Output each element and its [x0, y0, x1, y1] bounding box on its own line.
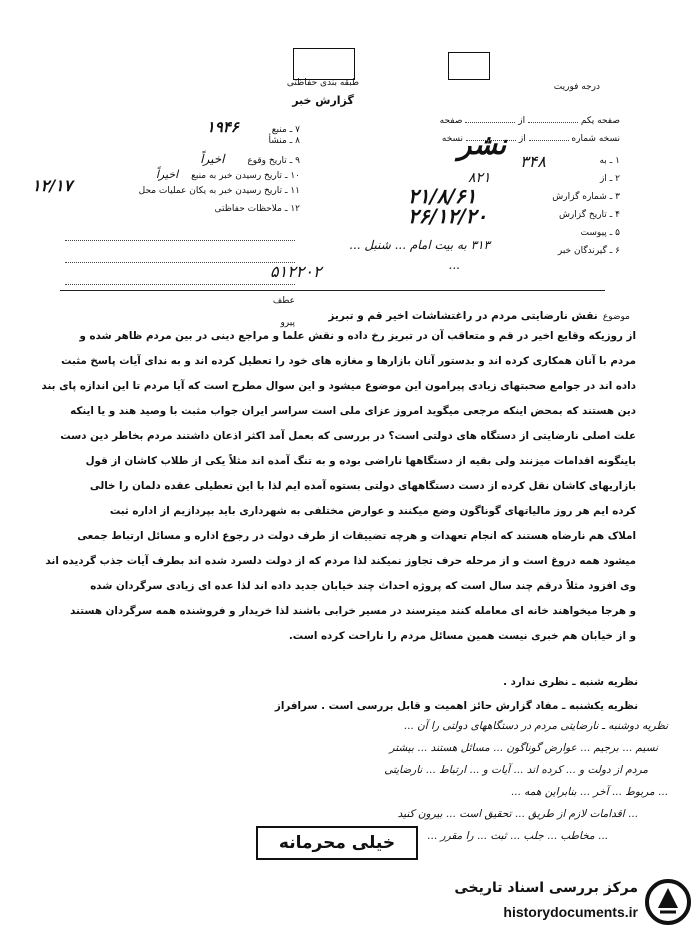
dotted-line — [65, 284, 295, 285]
classification-label: طبقه بندی حفاظتی — [286, 78, 360, 88]
urgency-label: درجه فوریت — [553, 82, 600, 92]
handwritten-ref: ۵۱۲۲۰۲ — [270, 262, 322, 281]
handwritten-date1: ۲۱/۸/۶۱ — [408, 184, 477, 208]
field-report-date: ۴ ـ تاریخ گزارش — [558, 210, 620, 220]
handwritten-number: ۳۴۸ — [520, 152, 546, 171]
archive-logo-icon — [644, 878, 692, 926]
subject-text: نقش نارضایتی مردم در راغتشاشات اخیر قم و تبریز — [328, 310, 598, 322]
header-divider — [60, 290, 605, 291]
field-copy: نسخه شماره از نسخه — [441, 134, 620, 144]
field-attachment: ۵ ـ پیوست — [580, 228, 620, 238]
handwritten-line: نظریه دوشنبه ـ نارضایتی مردم در دستگاههای دولتی را آن ... — [403, 720, 668, 732]
body-line: املاک هم نارضاه هستند که انجام تعهدات و هرچه تضییقات از طرف دولت در رجوع اداره و مسائل ارتباط جمعی — [77, 530, 636, 542]
field-from: ۲ ـ از — [599, 174, 620, 184]
subject-line — [300, 304, 630, 323]
subject-label: موضوع — [602, 312, 630, 322]
body-line: و هرجا میخواهند خانه ای معامله کنند میترسند در مسیر خرابی باشند لذا خریدار و فروشنده همه سرگردان هستند — [70, 605, 636, 617]
body-line: باینگونه اقدامات میزنند ولی بقیه از دستگاهها ناراضی بوده و به تنگ آمده اند مثلاً یکی از طلاب کاشان از قول — [85, 455, 636, 467]
footer-watermark — [408, 872, 700, 934]
handwritten-note: ... — [448, 258, 460, 272]
body-line: و از خیابان هم خبری نیست همین مسائل مردم را ناراحت کرده است. — [288, 630, 636, 642]
handwritten-number2: ۸۲۱ — [468, 170, 491, 186]
body-line: بازاریهای کاشان نقل کرده از دست دستگاههای دولتی بستوه آمده ایم لذا با این تعطیلی عقده دلمان را خالی — [89, 480, 636, 492]
field-received-unit-value: ۱۲/۱۷ — [32, 176, 73, 195]
atf-sub-label: پیرو — [280, 318, 295, 328]
atf-label: عطف — [272, 296, 295, 306]
handwritten-copies: نشر — [458, 128, 507, 161]
handwritten-line: ... اقدامات لازم از طریق ... تحقیق است ... بیرون کنید — [397, 808, 638, 820]
body-line: از روزیکه وقایع اخیر در قم و متعاقب آن در تبریز رخ داده و نقش علما و مراجع دینی در بین مردم ظاهر شده و — [79, 330, 636, 342]
dotted-line — [65, 240, 295, 241]
archive-site: historydocuments.ir — [503, 904, 638, 920]
handwritten-line: مردم از دولت و ... کرده اند ... آیات و ... ارتباط ... نارضایتی — [384, 764, 648, 776]
body-line: دین هستند که بمحض اینکه مرجعی میگوید امروز عزای ملی است سراسر ایران جواب مثبت با وصید هند و یا اینکه — [70, 405, 636, 417]
report-type-title: گزارش خبر — [292, 94, 354, 107]
classification-box — [293, 48, 355, 80]
field-origin: ۸ ـ منشأ — [268, 136, 300, 146]
assessment-sunday: نظریه یکشنبه ـ مفاد گزارش حائز اهمیت و قابل بررسی است . سرافراز — [274, 700, 638, 712]
handwritten-date2: ۲۶/۱۲/۲۰ — [408, 204, 488, 228]
handwritten-line: ... مربوط ... آخر ... بنابراین همه ... — [510, 786, 668, 798]
left-form-fields — [32, 118, 300, 228]
handwritten-line: ... مخاطب ... جلب ... ثبت ... را مقرر ... — [427, 830, 608, 842]
field-occurrence-date: ۹ ـ تاریخ وقوع اخیراً — [200, 152, 300, 166]
field-source: ۷ ـ منبع ۱۹۴۶ — [206, 118, 300, 136]
field-security-notes: ۱۲ ـ ملاحظات حفاظتی — [214, 204, 300, 214]
field-received-unit: ۱۱ ـ تاریخ رسیدن خبر به یکان عملیات محل — [138, 186, 300, 196]
body-line: کرده ایم هر روز مالیاتهای گوناگون وضع میکنند و عوارض مختلفی به شهرداری باید بپردازیم از اداره ثبت — [109, 505, 636, 517]
urgency-box — [448, 52, 490, 80]
body-line: مردم با آنان همکاری کرده اند و بدستور آنان بازارها و مغازه های خود را تعطیل کرده اند و به ندای آیات پاسخ مثبت — [61, 355, 636, 367]
dotted-line — [65, 262, 295, 263]
archive-org-name: مرکز بررسی اسناد تاریخی — [454, 880, 638, 896]
assessment-saturday: نظریه شنبه ـ نظری ندارد . — [503, 676, 638, 688]
field-to: ۱ ـ به — [599, 156, 620, 166]
body-line: داده اند در جوامع صحبتهای زیادی پیرامون این موضوع میشود و این سوال مطرح است که آیا مردم تا این اندازه پای بند — [41, 380, 636, 392]
body-line: میشود همه دروغ است و از مرحله حرف تجاوز نمیکند لذا مردم که از دولت دلسرد شده اند بطرف آیات جذب گردیده اند — [45, 555, 636, 567]
handwritten-line: نسیم ... برجیم ... عوارض گوناگون ... مسائل هستند ... بیشتر — [389, 742, 658, 754]
field-report-number: ۳ ـ شماره گزارش — [552, 192, 620, 202]
confidential-stamp: خیلی محرمانه — [256, 826, 418, 860]
field-page: صفحه یکم از صفحه — [439, 116, 620, 126]
body-line: وی افزود مثلاً درقم چند سال است که پروژه احداث چند خیابان جدید داده اند لذا عده ای زیادی سرگردان شده — [90, 580, 636, 592]
field-received-source: ۱۰ ـ تاریخ رسیدن خبر به منبع اخیراً — [155, 168, 300, 181]
body-line: علت اصلی نارضایتی از دستگاه های دولتی است؟ در بررسی که بعمل آمد اکثر اذعان داشتند مردم بخاطر دین دست — [60, 430, 636, 442]
field-recipients: ۶ ـ گیرندگان خبر — [557, 246, 620, 256]
handwritten-recipient: ۳۱۳ به بیت امام ... شنبل ... — [349, 238, 490, 252]
